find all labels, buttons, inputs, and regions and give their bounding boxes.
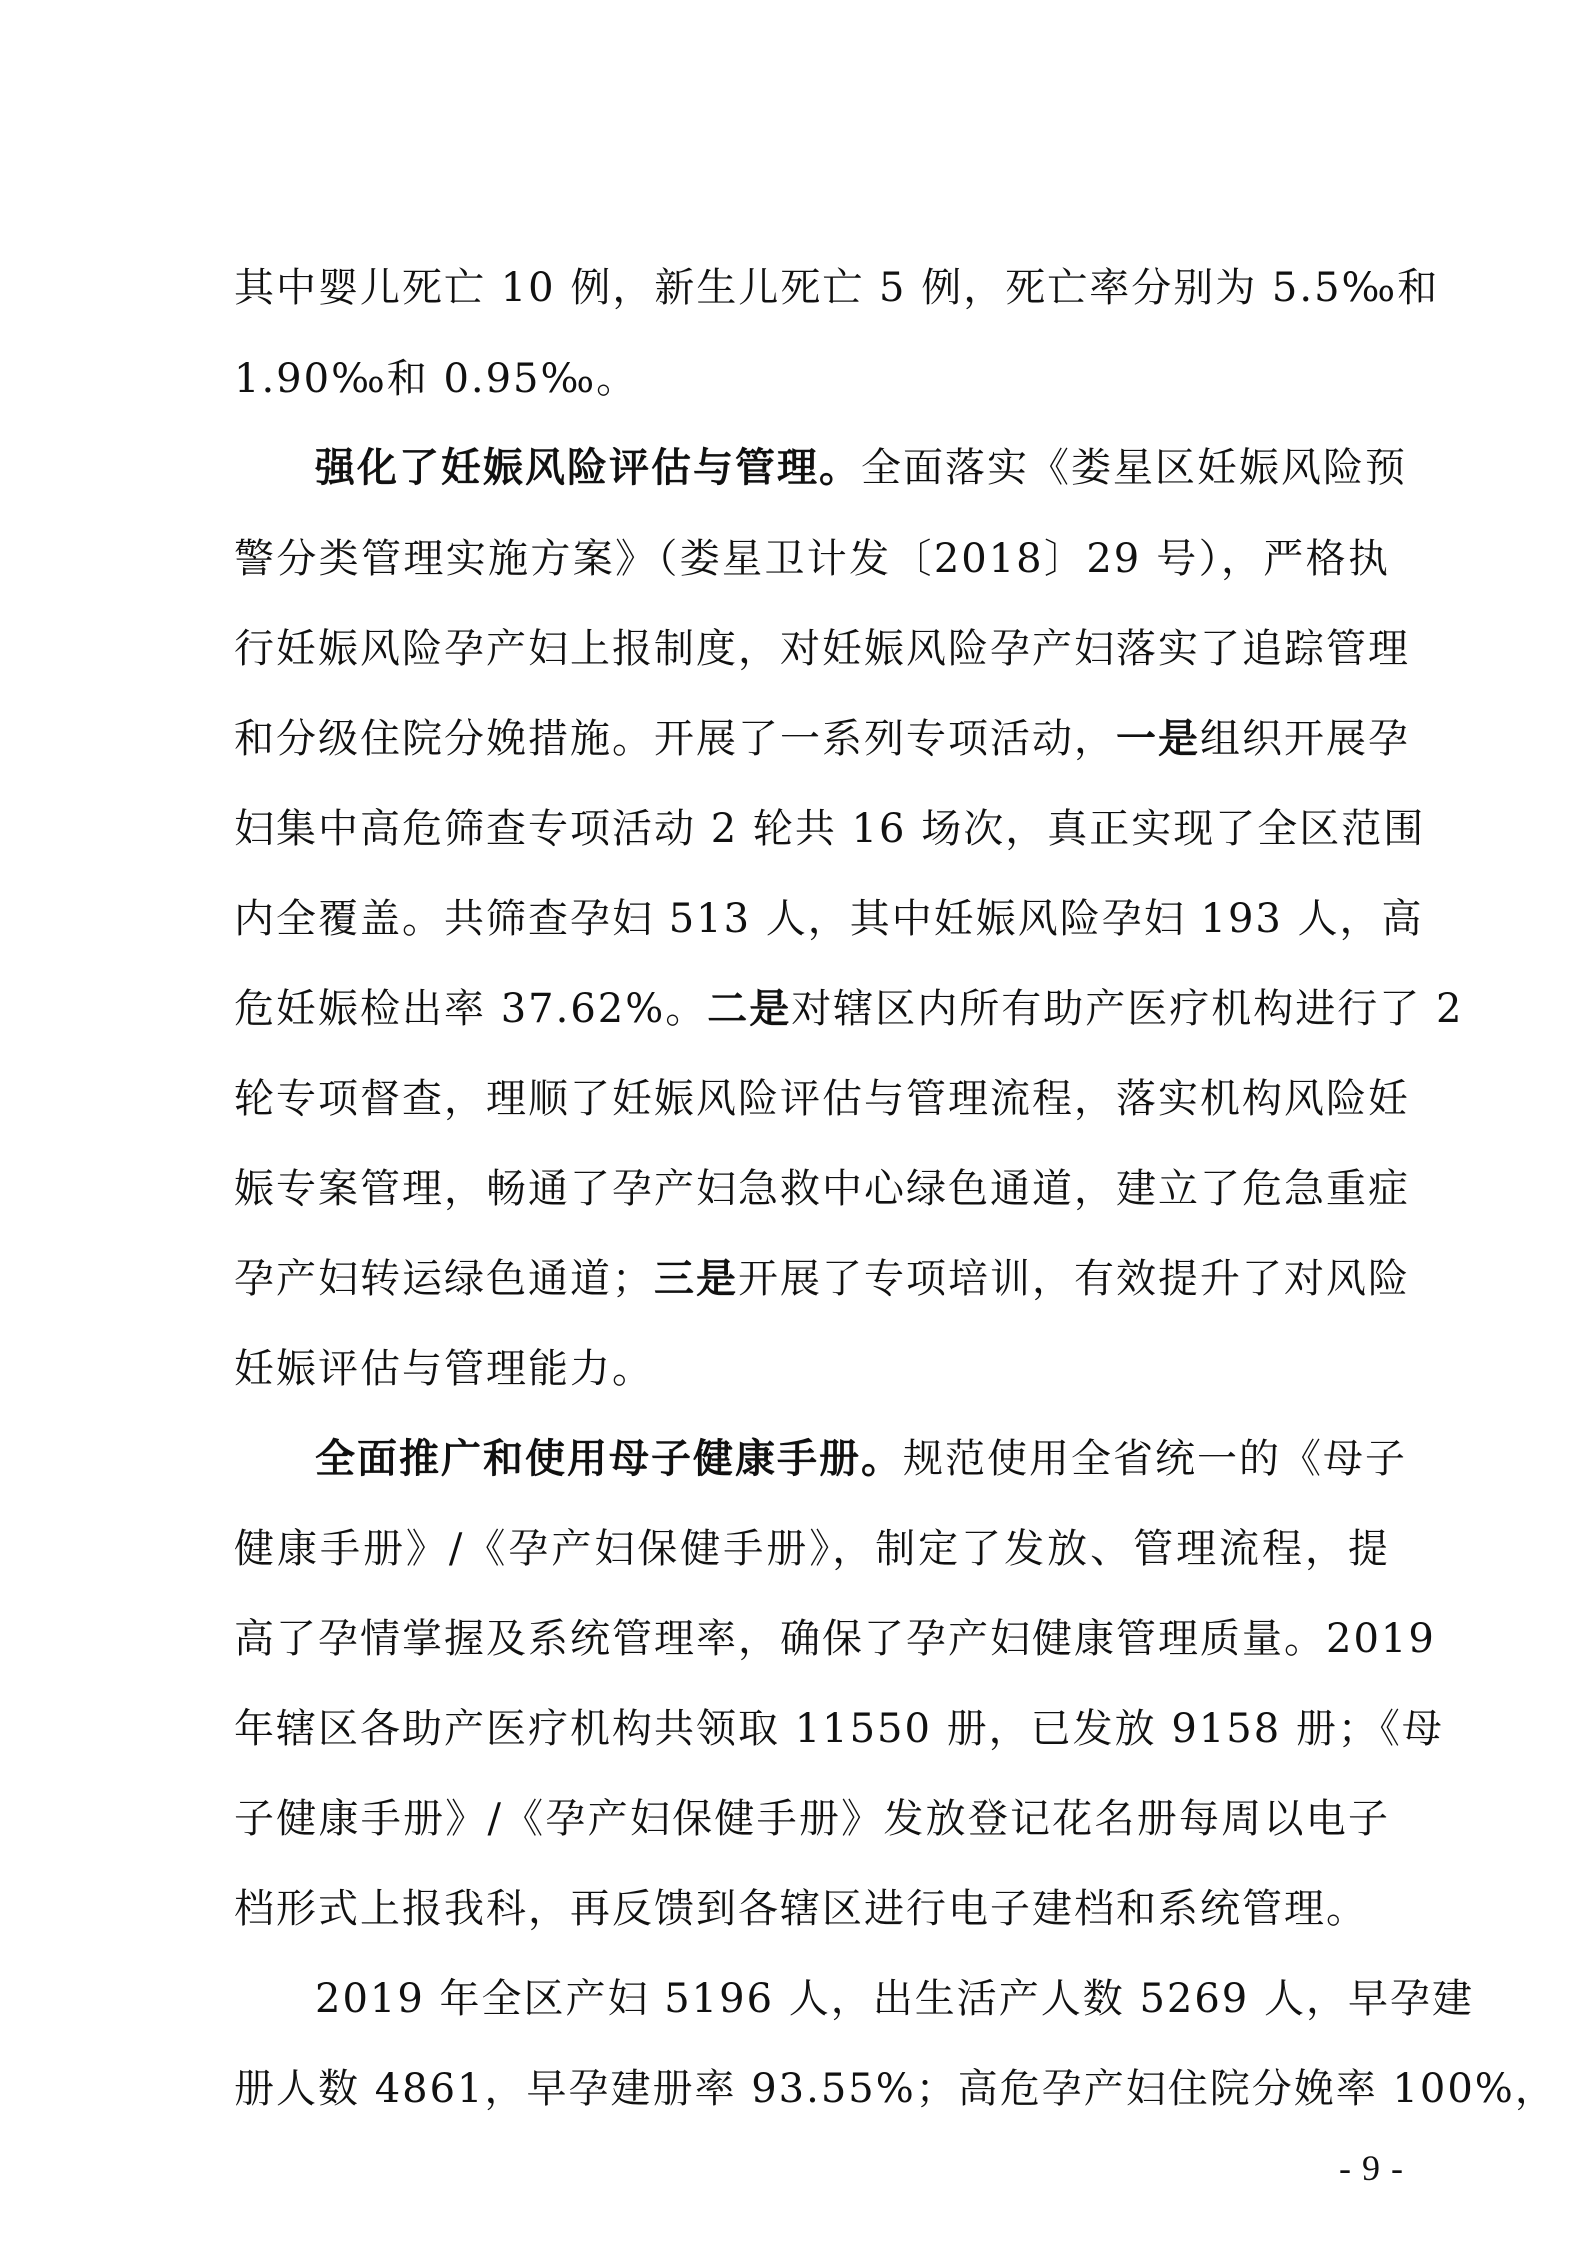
- paragraph-2-line-4: [234, 715, 1410, 763]
- paragraph-4-line-2: 册人数 4861，早孕建册率 93.55%；高危孕产妇住院分娩率 100%，: [234, 2066, 1557, 2112]
- second-point-marker: 二是: [707, 985, 792, 1032]
- paragraph-3-line-1-text: 规范使用全省统一的《母子: [903, 1436, 1407, 1482]
- paragraph-2-line-2: 警分类管理实施方案》（娄星卫计发〔2018〕29 号），严格执: [234, 536, 1390, 582]
- paragraph-2-line-1: [315, 444, 1407, 492]
- paragraph-2-line-7: [234, 985, 1464, 1033]
- paragraph-3-line-5: 子健康手册》/《孕产妇保健手册》发放登记花名册每周以电子: [234, 1796, 1390, 1842]
- paragraph-4-line-1: 2019 年全区产妇 5196 人，出生活产人数 5269 人，早孕建: [315, 1976, 1474, 2022]
- third-point-marker: 三是: [654, 1255, 738, 1302]
- paragraph-3-line-4: 年辖区各助产医疗机构共领取 11550 册，已发放 9158 册；《母: [234, 1706, 1444, 1752]
- paragraph-2-line-10: [234, 1255, 1410, 1303]
- paragraph-2-line-4-text-c: 组织开展孕: [1200, 716, 1410, 762]
- paragraph-3-heading: 全面推广和使用母子健康手册。: [315, 1435, 903, 1482]
- paragraph-2-heading: 强化了妊娠风险评估与管理。: [315, 444, 861, 491]
- paragraph-1-line-2: 1.90‰和 0.95‰。: [234, 356, 639, 402]
- paragraph-2-line-3: 行妊娠风险孕产妇上报制度，对妊娠风险孕产妇落实了追踪管理: [234, 626, 1410, 672]
- paragraph-2-line-10-text-a: 孕产妇转运绿色通道；: [234, 1256, 654, 1302]
- paragraph-2-line-11: 妊娠评估与管理能力。: [234, 1346, 654, 1392]
- paragraph-2-line-8: 轮专项督查，理顺了妊娠风险评估与管理流程，落实机构风险妊: [234, 1076, 1410, 1122]
- paragraph-3-line-2: 健康手册》/《孕产妇保健手册》，制定了发放、管理流程，提: [234, 1526, 1390, 1572]
- paragraph-3-line-6: 档形式上报我科，再反馈到各辖区进行电子建档和系统管理。: [234, 1886, 1368, 1932]
- paragraph-1-line-1: 其中婴儿死亡 10 例，新生儿死亡 5 例，死亡率分别为 5.5‰和: [234, 265, 1440, 311]
- paragraph-2-line-10-text-c: 开展了专项培训，有效提升了对风险: [738, 1256, 1410, 1302]
- paragraph-2-line-9: 娠专案管理，畅通了孕产妇急救中心绿色通道，建立了危急重症: [234, 1166, 1410, 1212]
- paragraph-2-line-7-text-a: 危妊娠检出率 37.62%。: [234, 986, 708, 1032]
- first-point-marker: 一是: [1116, 715, 1200, 762]
- paragraph-2-line-6: 内全覆盖。共筛查孕妇 513 人，其中妊娠风险孕妇 193 人，高: [234, 896, 1424, 942]
- paragraph-3-line-3: 高了孕情掌握及系统管理率，确保了孕产妇健康管理质量。2019: [234, 1616, 1436, 1662]
- page-number: - 9 -: [1339, 2148, 1404, 2188]
- paragraph-2-line-4-text-a: 和分级住院分娩措施。开展了一系列专项活动，: [234, 716, 1116, 762]
- paragraph-2-line-7-text-c: 对辖区内所有助产医疗机构进行了 2: [791, 986, 1464, 1032]
- paragraph-2-line-5: 妇集中高危筛查专项活动 2 轮共 16 场次，真正实现了全区范围: [234, 806, 1426, 852]
- paragraph-3-line-1: [315, 1435, 1407, 1483]
- paragraph-2-line-1-text: 全面落实《娄星区妊娠风险预: [861, 445, 1407, 491]
